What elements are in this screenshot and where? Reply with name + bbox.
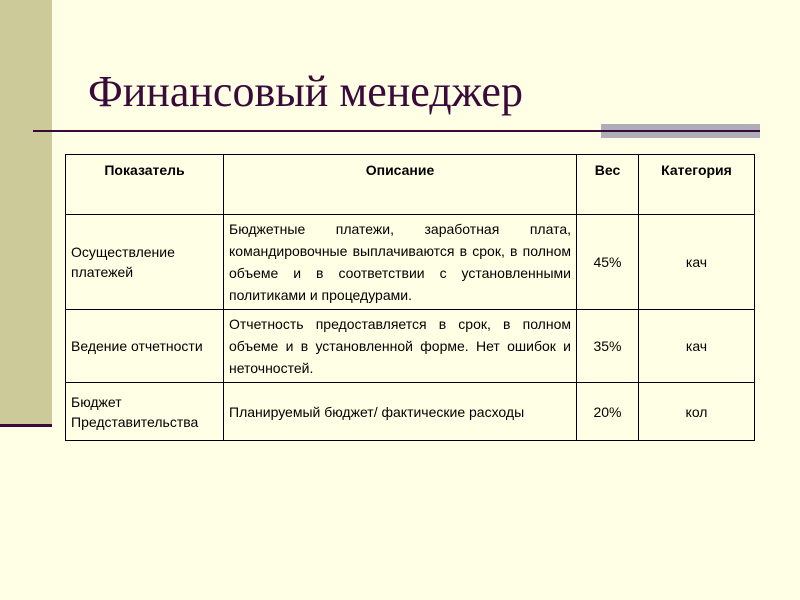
description-cell: Бюджетные платежи, заработная плата, командировочные выплачиваются в срок, в полном объеме и в соответствии с установленными политиками и процедурами. bbox=[224, 215, 577, 310]
table-row bbox=[66, 383, 755, 441]
indicator-cell: Бюджет Представительства bbox=[66, 383, 224, 441]
kpi-table bbox=[65, 154, 755, 441]
weight-cell: 45% bbox=[577, 215, 639, 310]
table-row bbox=[66, 310, 755, 383]
slide-title: Финансовый менеджер bbox=[88, 67, 523, 116]
column-header-indicator: Показатель bbox=[66, 155, 224, 215]
category-cell: кач bbox=[639, 310, 755, 383]
left-decor-bar bbox=[0, 0, 52, 424]
weight-cell: 35% bbox=[577, 310, 639, 383]
indicator-cell: Осуществление платежей bbox=[66, 215, 224, 310]
table-header-row bbox=[66, 155, 755, 215]
column-header-weight: Вес bbox=[577, 155, 639, 215]
column-header-category: Категория bbox=[639, 155, 755, 215]
title-rule bbox=[33, 130, 601, 132]
table-row bbox=[66, 215, 755, 310]
description-cell: Отчетность предоставляется в срок, в полном объеме и в установленной форме. Нет ошибок и неточностей. bbox=[224, 310, 577, 383]
left-decor-underline bbox=[0, 424, 52, 427]
category-cell: кол bbox=[639, 383, 755, 441]
weight-cell: 20% bbox=[577, 383, 639, 441]
column-header-description: Описание bbox=[224, 155, 577, 215]
title-rule-accent bbox=[601, 124, 760, 138]
indicator-cell: Ведение отчетности bbox=[66, 310, 224, 383]
category-cell: кач bbox=[639, 215, 755, 310]
description-cell: Планируемый бюджет/ фактические расходы bbox=[224, 383, 577, 441]
